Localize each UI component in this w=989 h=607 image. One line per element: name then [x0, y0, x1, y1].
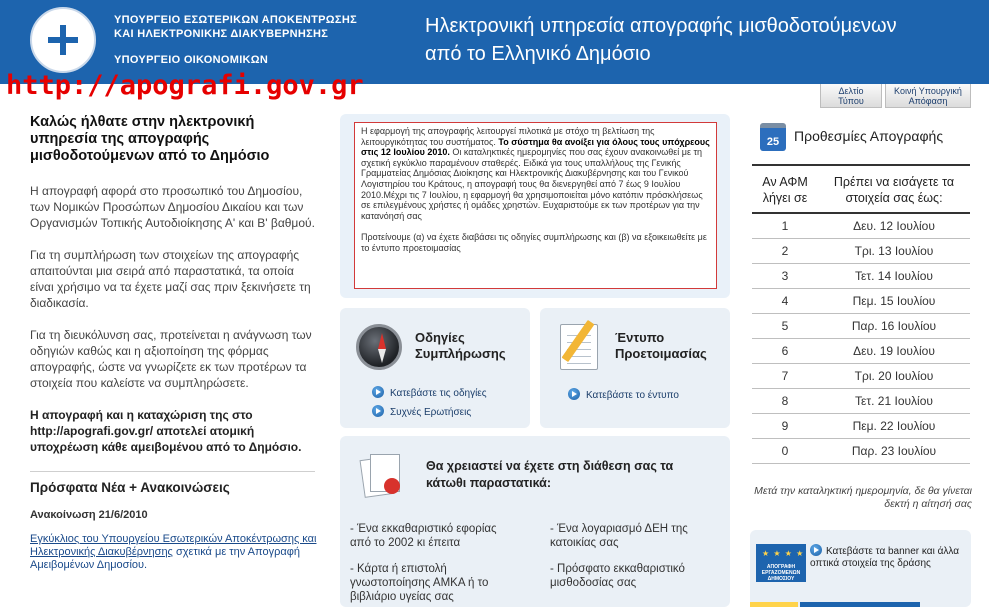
deadline-date: Τρι. 13 Ιουλίου — [818, 238, 970, 263]
deadline-row — [752, 413, 970, 438]
deadline-row — [752, 338, 970, 363]
calendar-icon: 25 — [760, 123, 786, 151]
census-logo: ★ ★ ★ ★ ΑΠΟΓΡΑΦΗ ΕΡΓΑΖΟΜΕΝΩΝ ΔΗΜΟΣΙΟΥ — [756, 544, 806, 582]
ministerial-decision-button[interactable]: Κοινή Υπουργική Απόφαση — [885, 84, 971, 108]
afm-digit: 2 — [752, 238, 818, 263]
column-header-deadline: Πρέπει να εισάγετε τα στοιχεία σας έως: — [818, 165, 970, 213]
instructions-title: Οδηγίες Συμπλήρωσης — [415, 330, 506, 361]
deadline-date: Δευ. 19 Ιουλίου — [818, 338, 970, 363]
deadline-row — [752, 213, 970, 238]
deadlines-table — [752, 164, 970, 464]
deadline-row — [752, 438, 970, 463]
download-instructions-link[interactable]: Κατεβάστε τις οδηγίες — [372, 386, 487, 400]
arrow-bullet-icon — [372, 405, 384, 417]
afm-digit: 0 — [752, 438, 818, 463]
obligation-paragraph: Η απογραφή και η καταχώριση της στο http://apografi.gov.gr/ αποτελεί ατομική υποχρέωση κάθε αμειβομένου από το Δημόσιο. — [30, 408, 302, 454]
circular-link[interactable]: Εγκύκλιος του Υπουργείου Εσωτερικών Αποκέντρωσης και Ηλεκτρονικής Διακυβέρνησης — [30, 533, 317, 558]
intro-paragraph-2: Για τη συμπλήρωση των στοιχείων της απογραφής απαιτούνται μια σειρά από παραστατικά, τα οποία είναι χρήσιμο να τα έχετε μαζί σας πριν ξεκινήσετε τη διαδικασία. — [30, 248, 311, 310]
arrow-bullet-icon — [372, 386, 384, 398]
deadline-row — [752, 238, 970, 263]
deadline-date: Παρ. 16 Ιουλίου — [818, 313, 970, 338]
afm-digit: 6 — [752, 338, 818, 363]
arrow-bullet-icon — [568, 388, 580, 400]
site-title: Ηλεκτρονική υπηρεσία απογραφής μισθοδοτούμενων από το Ελληνικό Δημόσιο — [425, 15, 897, 65]
deadline-date: Πεμ. 22 Ιουλίου — [818, 413, 970, 438]
afm-digit: 5 — [752, 313, 818, 338]
column-header-afm: Αν ΑΦΜ λήγει σε — [752, 165, 818, 213]
download-form-link[interactable]: Κατεβάστε το έντυπο — [568, 388, 679, 402]
deadline-note: Μετά την καταληκτική ημερομηνία, δε θα γίνεται δεκτή η αίτησή σας — [754, 485, 972, 510]
compass-icon — [356, 324, 402, 370]
deadline-date: Τετ. 14 Ιουλίου — [818, 263, 970, 288]
deadline-date: Τρι. 20 Ιουλίου — [818, 363, 970, 388]
deadline-date: Δευ. 12 Ιουλίου — [818, 213, 970, 238]
deadline-row — [752, 263, 970, 288]
download-banners-link[interactable]: Κατεβάστε τα banner και άλλα οπτικά στοιχεία της δράσης — [810, 546, 959, 569]
press-release-button[interactable]: Δελτίο Τύπου — [820, 84, 882, 108]
instructions-panel — [340, 308, 530, 428]
documents-icon — [362, 452, 404, 498]
afm-digit: 7 — [752, 363, 818, 388]
news-item — [30, 533, 320, 572]
preparation-form-title: Έντυπο Προετοιμασίας — [615, 330, 707, 361]
deadline-date: Τετ. 21 Ιουλίου — [818, 388, 970, 413]
arrow-bullet-icon — [810, 544, 822, 556]
news-heading: Πρόσφατα Νέα + Ανακοινώσεις — [30, 480, 230, 495]
deadline-row — [752, 288, 970, 313]
intro-paragraph-1: Η απογραφή αφορά στο προσωπικό του Δημοσίου, των Νομικών Προσώπων Δημοσίου Δικαίου και των Οργανισμών Τοπικής Αυτοδιοίκησης Α' και Β' βαθμού. — [30, 184, 315, 230]
greek-crest-logo — [30, 7, 96, 73]
afm-digit: 9 — [752, 413, 818, 438]
afm-digit: 3 — [752, 263, 818, 288]
intro-paragraph-3: Για τη διευκόλυνση σας, προτείνεται η ανάγνωση των οδηγιών καθώς και η αξιοποίηση της φόρμας απογραφής, ώστε να γνωρίζετε εκ των προτέρων τα στοιχεία που καλείστε να συμπληρώσετε. — [30, 328, 312, 390]
banner-strip — [750, 602, 798, 607]
deadline-date: Πεμ. 15 Ιουλίου — [818, 288, 970, 313]
preparation-form-panel — [540, 308, 730, 428]
announcement-date: Ανακοίνωση 21/6/2010 — [30, 509, 148, 521]
afm-digit: 4 — [752, 288, 818, 313]
afm-digit: 1 — [752, 213, 818, 238]
deadline-row — [752, 388, 970, 413]
divider — [30, 471, 315, 472]
deadline-row — [752, 313, 970, 338]
deadlines-header — [756, 120, 971, 154]
deadline-date: Παρ. 23 Ιουλίου — [818, 438, 970, 463]
document-item: - Πρόσφατο εκκαθαριστικό μισθοδοσίας σας — [550, 563, 685, 589]
banner-panel — [750, 530, 971, 607]
document-item: - Ένα λογαριασμό ΔΕΗ της κατοικίας σας — [550, 523, 688, 549]
left-column — [30, 114, 320, 572]
url-overlay-text: http://apografi.gov.gr — [6, 70, 364, 101]
document-item: - Ένα εκκαθαριστικό εφορίας από το 2002 κι έπειτα — [350, 523, 497, 549]
news-item-rest: σχετικά με την Απογραφή Αμειβομένων Δημοσίου. — [30, 546, 300, 571]
deadlines-title: Προθεσμίες Απογραφής — [794, 128, 944, 144]
afm-digit: 8 — [752, 388, 818, 413]
faq-link[interactable]: Συχνές Ερωτήσεις — [372, 405, 471, 419]
banner-strip — [800, 602, 920, 607]
required-documents-title: Θα χρειαστεί να έχετε στη διάθεση σας τα κάτωθι παραστατικά: — [426, 459, 674, 490]
ministry-interior-name: ΥΠΟΥΡΓΕΙΟ ΕΣΩΤΕΡΙΚΩΝ ΑΠΟΚΕΝΤΡΩΣΗΣ ΚΑΙ ΗΛΕΚΤΡΟΝΙΚΗΣ ΔΙΑΚΥΒΕΡΝΗΣΗΣ — [114, 14, 357, 40]
required-documents-panel — [340, 436, 730, 607]
ministry-finance-name: ΥΠΟΥΡΓΕΙΟ ΟΙΚΟΝΟΜΙΚΩΝ — [114, 54, 269, 66]
pilot-notice: Η εφαρμογή της απογραφής λειτουργεί πιλοτικά με στόχο τη βελτίωση της λειτουργικότητας του συστήματος. Το σύστημα θα ανοίξει για όλους τους υπόχρεους στις 12 Ιουλίου 2010. Οι καταληκτικές ημερομηνίες που σας έχουν ανακοινωθεί με τη σχετική εγκύκλιο παραμένουν σταθερές. Ειδικά για τους υπαλλήλους της Γενικής Γραμματείας Δημόσιας Διοίκησης και Ηλεκτρονικής Διακυβέρνησης και του Γενικού Λογιστηρίου του Κράτους, η απογραφή τους θα διενεργηθεί από 7 έως 9 Ιουλίου 2010.Μέχρι τις 7 Ιουλίου, η εφαρμογή θα χρησιμοποιείται μόνο κατόπιν πρόσκλήσεως σε επιλεγμένους χρήστες ή ομάδες χρηστών. Ευχαριστούμε εκ των προτέρων για την κατανόησή σας Προτείνουμε (α) να έχετε διαβάσει τις οδηγίες συμπλήρωσης και (β) να εξοικειωθείτε με το έντυπο προετοιμασίας — [354, 122, 717, 289]
document-item: - Κάρτα ή επιστολή γνωστοποίησης ΑΜΚΑ ή το βιβλιάριο υγείας σας — [350, 563, 489, 603]
notice-bold-date: Το σύστημα θα ανοίξει για όλους τους υπόχρεους στις 12 Ιουλίου 2010. — [361, 136, 710, 158]
notice-panel — [340, 114, 730, 298]
welcome-heading: Καλώς ήλθατε στην ηλεκτρονική υπηρεσία της απογραφής μισθοδοτούμενων από το Δημόσιο — [30, 114, 270, 164]
deadline-row — [752, 363, 970, 388]
